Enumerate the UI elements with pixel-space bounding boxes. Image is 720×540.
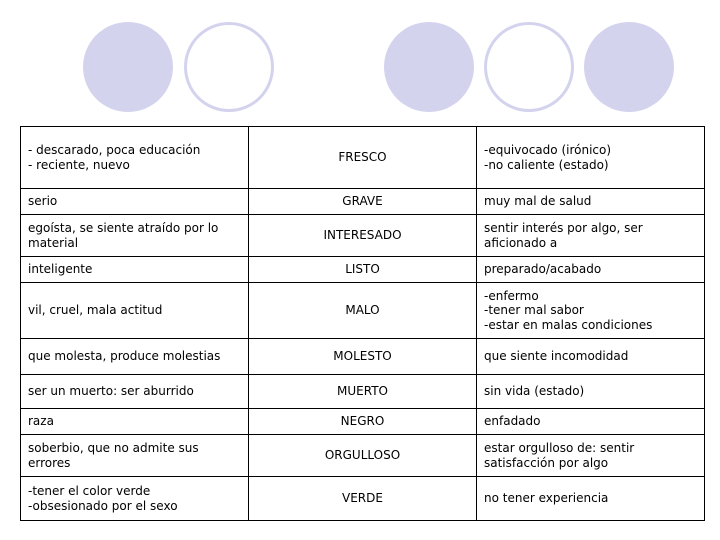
adjective: VERDE <box>249 477 477 521</box>
decorative-circle-4 <box>484 22 574 112</box>
decorative-circle-5 <box>584 22 674 112</box>
adjective: LISTO <box>249 257 477 283</box>
decorative-circle-3 <box>384 22 474 112</box>
right-meaning: enfadado <box>477 409 705 435</box>
adjective: ORGULLOSO <box>249 435 477 477</box>
right-meaning: estar orgulloso de: sentir satisfacción por algo <box>477 435 705 477</box>
left-meaning: raza <box>21 409 249 435</box>
left-meaning: serio <box>21 189 249 215</box>
adjective: NEGRO <box>249 409 477 435</box>
decorative-circle-1 <box>83 22 173 112</box>
table-row <box>21 283 705 339</box>
right-meaning: sin vida (estado) <box>477 375 705 409</box>
table-row <box>21 215 705 257</box>
table-row <box>21 339 705 375</box>
table-row <box>21 257 705 283</box>
right-meaning: -enfermo -tener mal sabor -estar en malas condiciones <box>477 283 705 339</box>
adjective: MOLESTO <box>249 339 477 375</box>
table-row <box>21 435 705 477</box>
left-meaning: que molesta, produce molestias <box>21 339 249 375</box>
table-row <box>21 127 705 189</box>
right-meaning: preparado/acabado <box>477 257 705 283</box>
left-meaning: soberbio, que no admite sus errores <box>21 435 249 477</box>
table-row <box>21 375 705 409</box>
right-meaning: muy mal de salud <box>477 189 705 215</box>
vocabulary-table <box>20 126 705 521</box>
adjective: MUERTO <box>249 375 477 409</box>
right-meaning: -equivocado (irónico) -no caliente (estado) <box>477 127 705 189</box>
right-meaning: no tener experiencia <box>477 477 705 521</box>
adjective: GRAVE <box>249 189 477 215</box>
left-meaning: ser un muerto: ser aburrido <box>21 375 249 409</box>
left-meaning: inteligente <box>21 257 249 283</box>
adjective: MALO <box>249 283 477 339</box>
left-meaning: -tener el color verde -obsesionado por el sexo <box>21 477 249 521</box>
adjective: INTERESADO <box>249 215 477 257</box>
right-meaning: que siente incomodidad <box>477 339 705 375</box>
left-meaning: egoísta, se siente atraído por lo material <box>21 215 249 257</box>
left-meaning: - descarado, poca educación - reciente, nuevo <box>21 127 249 189</box>
table-row <box>21 409 705 435</box>
table-row <box>21 477 705 521</box>
right-meaning: sentir interés por algo, ser aficionado a <box>477 215 705 257</box>
left-meaning: vil, cruel, mala actitud <box>21 283 249 339</box>
table-row <box>21 189 705 215</box>
decorative-circle-2 <box>184 22 274 112</box>
adjective: FRESCO <box>249 127 477 189</box>
